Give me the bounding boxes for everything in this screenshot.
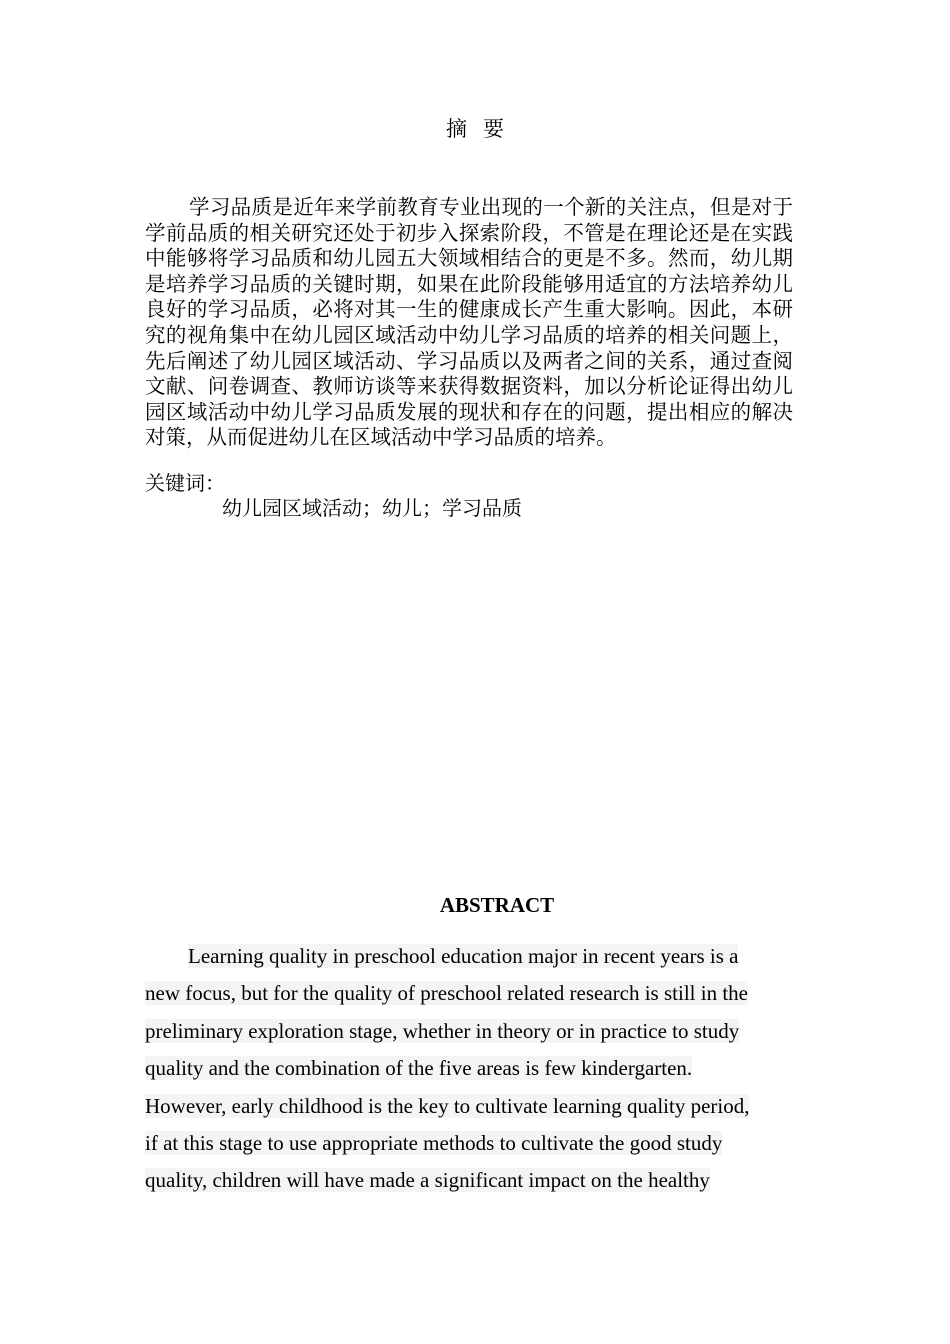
abstract-line: quality and the combination of the five areas is few kindergarten. bbox=[145, 1056, 693, 1081]
abstract-line: However, early childhood is the key to cultivate learning quality period, bbox=[145, 1093, 750, 1118]
chinese-abstract-body: 学习品质是近年来学前教育专业出现的一个新的关注点，但是对于学前品质的相关研究还处于初步入探索阶段，不管是在理论还是在实践中能够将学习品质和幼儿园五大领域相结合的更是不多。然而，幼儿期是培养学习品质的关键时期，如果在此阶段能够用适宜的方法培养幼儿良好的学习品质，必将对其一生的健康成长产生重大影响。因此，本研究的视角集中在幼儿园区域活动中幼儿学习品质的培养的相关问题上，先后阐述了幼儿园区域活动、学习品质以及两者之间的关系，通过查阅文献、问卷调查、教师访谈等来获得数据资料，加以分析论证得出幼儿园区域活动中幼儿学习品质发展的现状和存在的问题，提出相应的解决对策，从而促进幼儿在区域活动中学习品质的培养。 bbox=[145, 195, 793, 450]
english-abstract-body bbox=[145, 938, 800, 1200]
abstract-line: preliminary exploration stage, whether in theory or in practice to study bbox=[145, 1018, 740, 1043]
english-abstract-title: ABSTRACT bbox=[439, 893, 555, 917]
keywords-label: 关键词： bbox=[145, 471, 225, 495]
abstract-line: Learning quality in preschool education major in recent years is a bbox=[188, 944, 739, 968]
keywords-list: 幼儿园区域活动；幼儿；学习品质 bbox=[222, 496, 522, 520]
abstract-line: new focus, but for the quality of preschool related research is still in the bbox=[145, 981, 748, 1006]
abstract-line: if at this stage to use appropriate methods to cultivate the good study bbox=[145, 1131, 723, 1156]
abstract-line: quality, children will have made a significant impact on the healthy bbox=[145, 1168, 710, 1193]
chinese-abstract-title: 摘要 bbox=[446, 117, 520, 141]
